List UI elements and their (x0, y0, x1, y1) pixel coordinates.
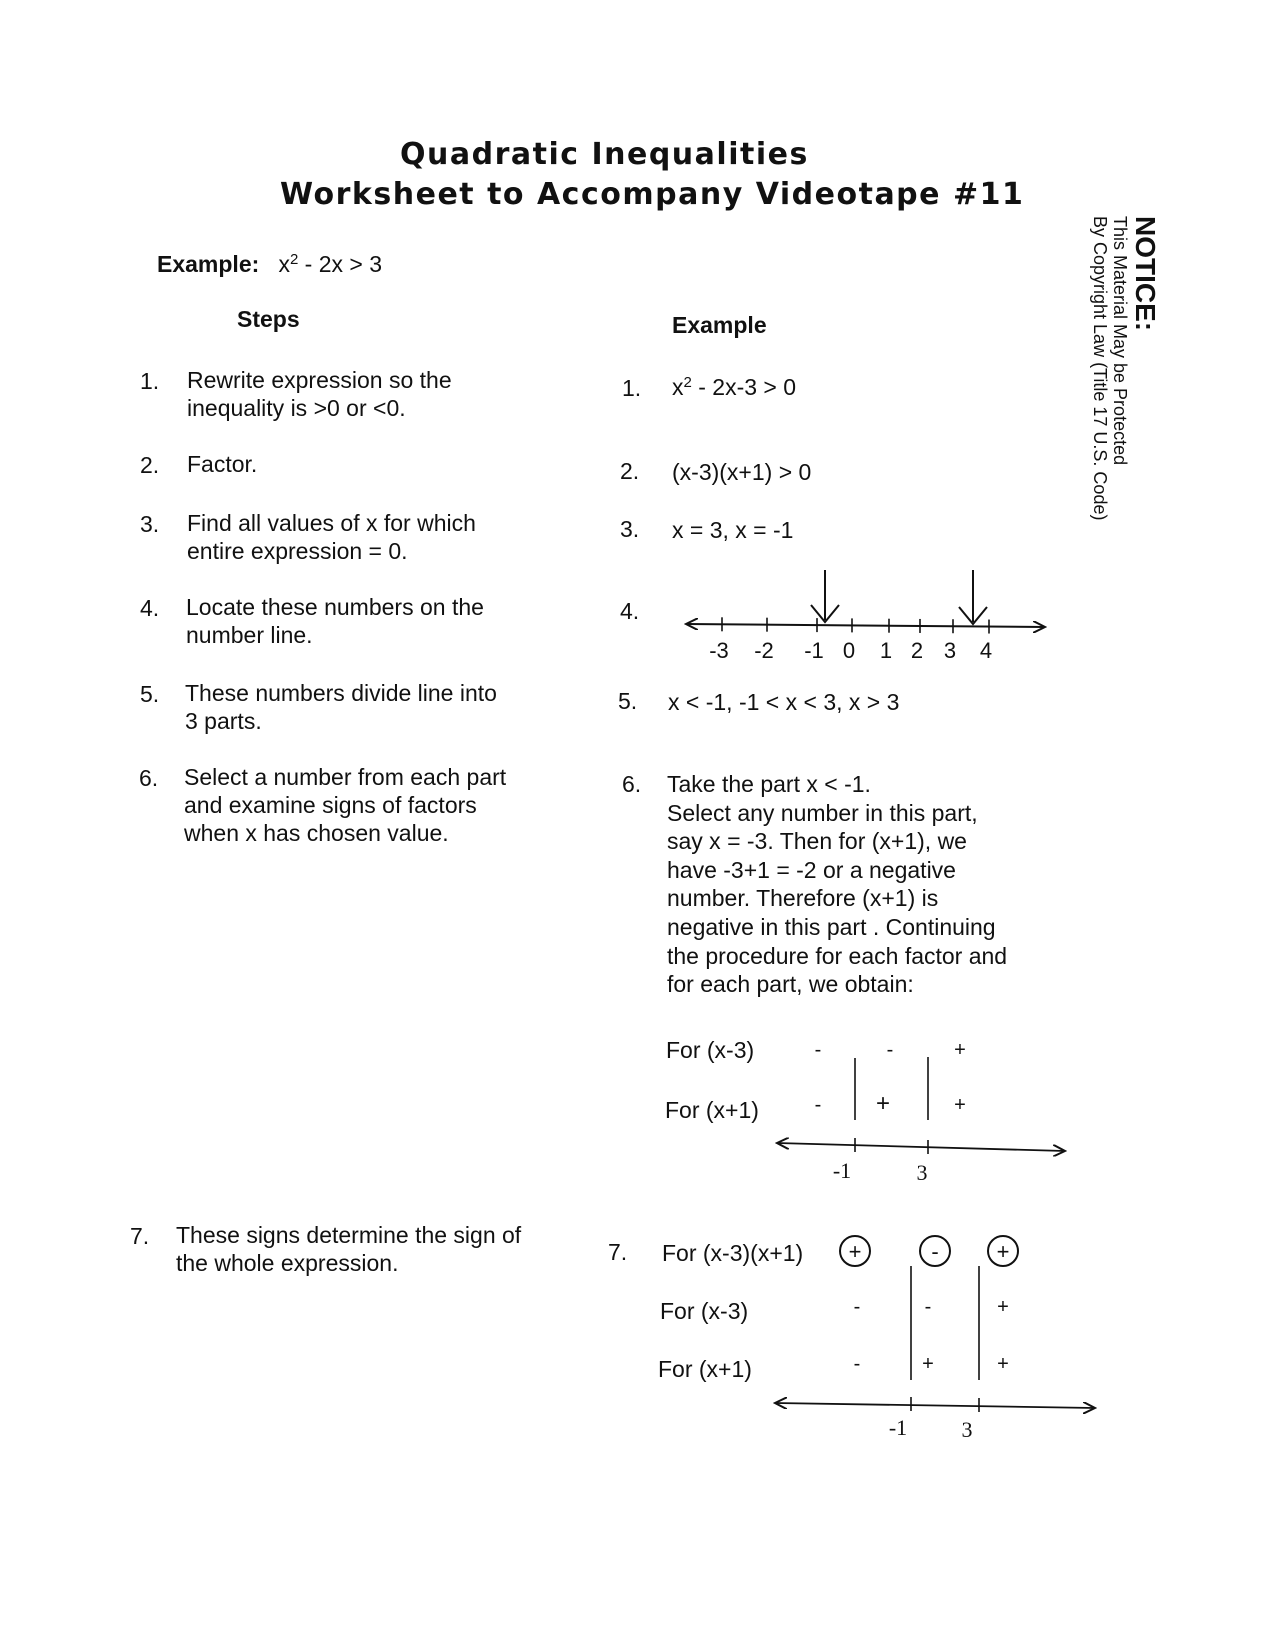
notice-line-1: This Material May be Protected (1110, 216, 1130, 466)
sign-row-label-x-minus-3: For (x-3) (660, 1298, 749, 1324)
example-expression: $x^2 - 2x > 3$ (278, 251, 383, 277)
example-number: 2. (620, 458, 640, 484)
step-number: 4. (140, 595, 160, 621)
step-text: Find all values of x for which entire expression = 0. (187, 510, 476, 564)
steps-header: Steps (237, 306, 300, 332)
example-number: 6. (622, 771, 642, 797)
root-arrow-3 (959, 570, 987, 624)
step-number: 1. (140, 368, 160, 394)
example-number: 7. (608, 1239, 628, 1265)
factor-sign: + (875, 1090, 891, 1117)
number-line-tick-label: 1 (879, 638, 893, 663)
example-number: 5. (618, 688, 638, 714)
step-number: 6. (139, 765, 159, 791)
explanation-line: Take the part x < -1. (667, 771, 871, 797)
factor-sign: + (954, 1094, 966, 1116)
step-number: 7. (130, 1223, 150, 1249)
example-label: Example: (157, 251, 260, 277)
example-number: 3. (620, 516, 640, 542)
explanation-line: Select any number in this part, (667, 799, 978, 826)
sign-row-label-x-plus-1: For (x+1) (665, 1097, 759, 1123)
explanation-line: for each part, we obtain: (667, 971, 914, 998)
step-text: Locate these numbers on the number line. (186, 594, 484, 648)
factor-sign: + (922, 1353, 934, 1375)
step-text: These signs determine the sign of the whole expression. (176, 1222, 522, 1276)
factor-sign: - (924, 1296, 932, 1318)
example-5-intervals: x < -1, -1 < x < 3, x > 3 (668, 689, 900, 715)
sign-row-label-x-plus-1: For (x+1) (658, 1356, 752, 1382)
number-line-tick-label: -2 (754, 638, 774, 663)
axis-label: -1 (832, 1158, 852, 1183)
explanation-line: say x = -3. Then for (x+1), we (667, 828, 967, 855)
number-line-tick-label: 3 (943, 638, 957, 663)
number-line-labels (709, 638, 992, 663)
sign-row-label-product: For (x-3)(x+1) (662, 1240, 804, 1266)
factor-sign: + (997, 1296, 1009, 1318)
factor-sign: - (814, 1039, 822, 1061)
number-line-tick-label: 2 (910, 638, 924, 663)
sign-chart-signs (854, 1296, 1009, 1375)
result-sign: + (996, 1239, 1010, 1264)
sign-chart-example-6 (777, 1039, 1065, 1185)
factor-sign: + (954, 1039, 966, 1061)
step-number: 3. (140, 511, 160, 537)
result-sign: - (931, 1239, 939, 1264)
sign-chart-axis-labels (889, 1415, 973, 1442)
number-line (686, 570, 1045, 663)
step-text: Select a number from each part and examine signs of factors when x has chosen value. (184, 764, 507, 846)
number-line-tick-label: 4 (979, 638, 993, 663)
explanation-line: negative in this part . Continuing (667, 913, 996, 940)
sign-chart-axis-labels (833, 1158, 928, 1185)
example-number: 4. (620, 598, 640, 624)
step-text: These numbers divide line into 3 parts. (185, 680, 497, 734)
step-number: 5. (140, 681, 160, 707)
step-text: Factor. (187, 451, 258, 477)
axis-label: -1 (888, 1415, 908, 1440)
example-1-expression: $x^2 - 2x-3 > 0$ (672, 374, 797, 400)
root-arrow-minus-1 (811, 570, 839, 622)
factor-sign: - (814, 1094, 822, 1116)
factor-sign: - (853, 1353, 861, 1375)
title-line-1: Quadratic Inequalities (400, 137, 809, 172)
example-2-expression: (x-3)(x+1) > 0 (672, 459, 812, 485)
explanation-line: the procedure for each factor and (667, 942, 1008, 969)
step-number: 2. (140, 452, 160, 478)
sign-row-label-x-minus-3: For (x-3) (666, 1037, 755, 1063)
result-sign: + (848, 1239, 862, 1264)
notice-title: NOTICE: (1130, 216, 1161, 332)
result-sign-circles (840, 1236, 1018, 1266)
title-line-2: Worksheet to Accompany Videotape #11 (280, 177, 1025, 212)
example-column-header: Example (672, 312, 767, 338)
explanation-line: number. Therefore (x+1) is (667, 885, 939, 912)
number-line-tick-label: -3 (709, 638, 729, 663)
axis-label: 3 (961, 1417, 973, 1442)
factor-sign: + (997, 1353, 1009, 1375)
number-line-tick-label: -1 (804, 638, 824, 663)
axis-label: 3 (916, 1160, 928, 1185)
notice-line-2: By Copyright Law (Title 17 U.S. Code) (1090, 216, 1110, 521)
example-3-roots: x = 3, x = -1 (672, 517, 794, 543)
sign-chart-signs (815, 1039, 966, 1117)
factor-sign: - (853, 1296, 861, 1318)
step-text: Rewrite expression so the inequality is >0 or <0. (187, 367, 452, 421)
number-line-tick-label: 0 (842, 638, 856, 663)
factor-sign: - (886, 1039, 894, 1061)
example-number: 1. (622, 375, 642, 401)
explanation-line: have -3+1 = -2 or a negative (667, 856, 956, 883)
sign-chart-example-7 (775, 1236, 1095, 1442)
